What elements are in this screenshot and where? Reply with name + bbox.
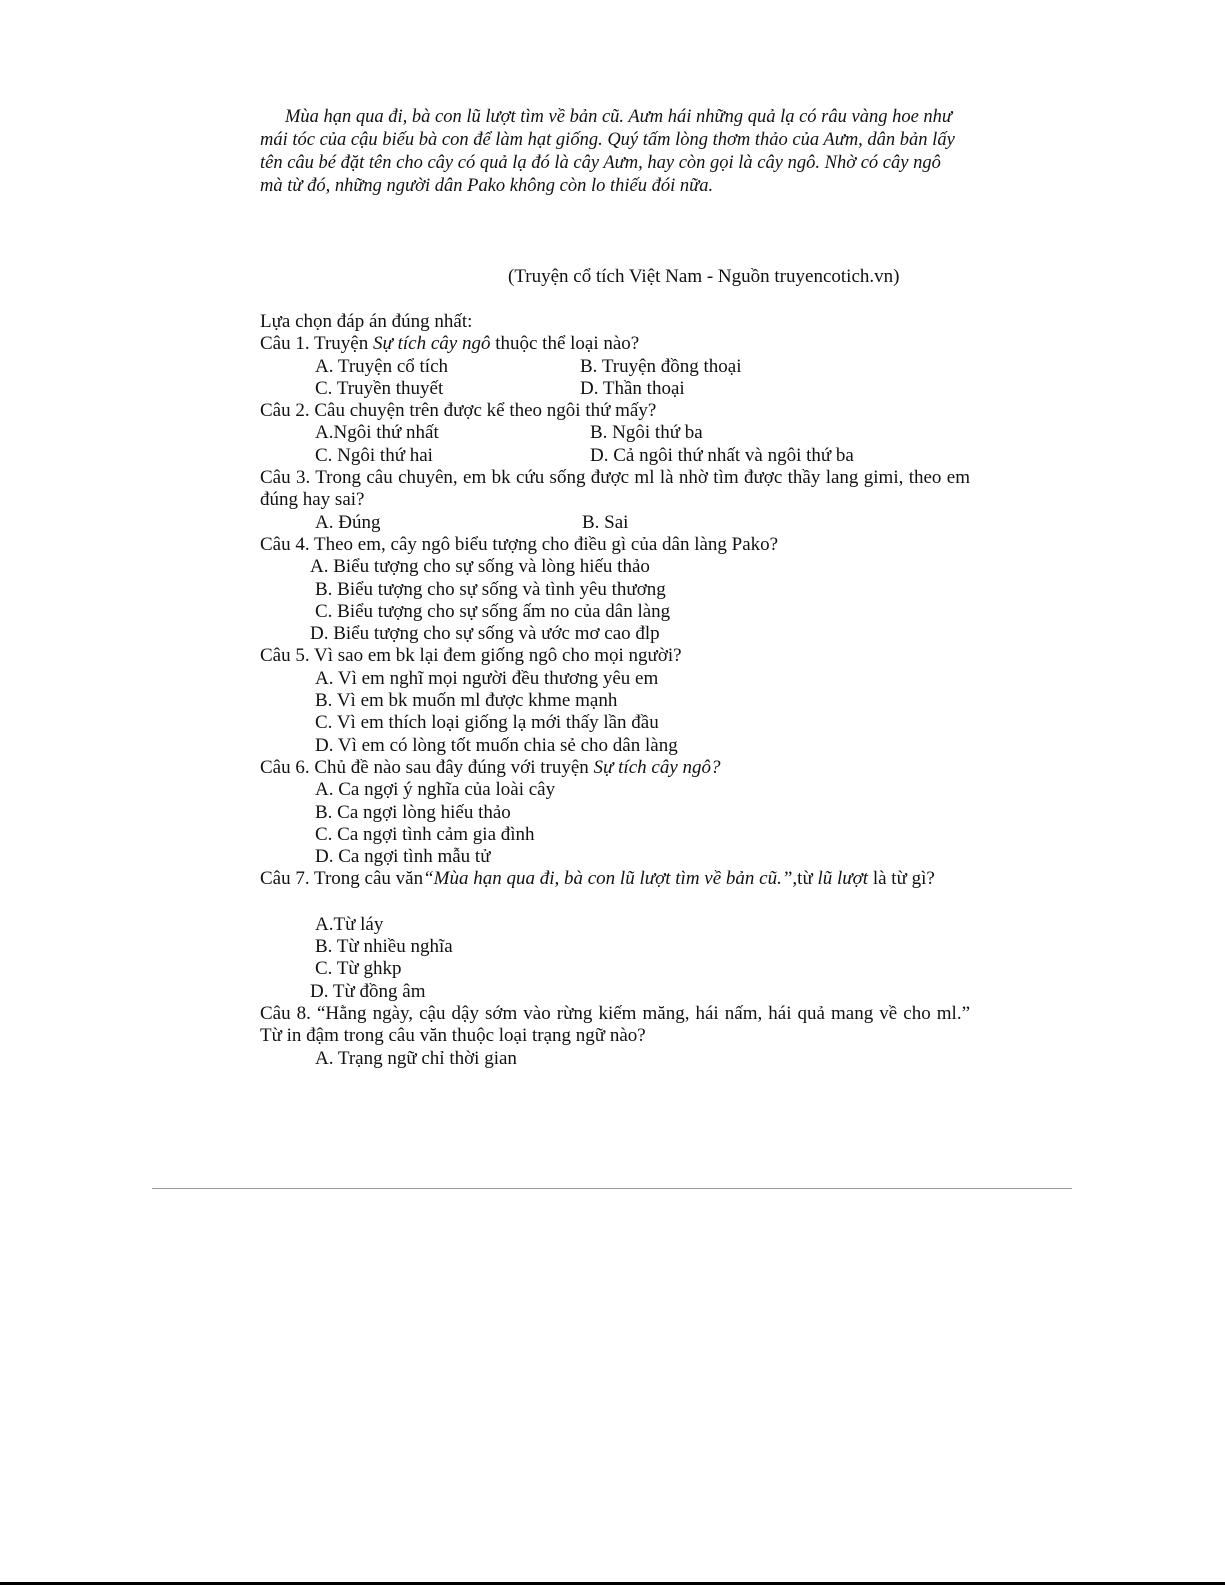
question-3-option-a: A. Đúng	[315, 511, 381, 533]
question-1	[260, 333, 970, 355]
instruction: Lựa chọn đáp án đúng nhất:	[260, 311, 473, 332]
question-1-options-row-1	[260, 356, 970, 378]
blank-line	[260, 891, 970, 914]
question-4: Câu 4. Theo em, cây ngô biểu tượng cho điều gì của dân làng Pako?	[260, 533, 779, 555]
question-7-quote: “Mùa hạn qua đi, bà con lũ lượt tìm về bản cũ.”,	[423, 868, 798, 890]
quiz-section	[260, 311, 970, 1070]
question-1-prefix: Câu 1. Truyện	[260, 333, 373, 355]
question-2-option-a: A.Ngôi thứ nhất	[315, 422, 439, 444]
question-6-option-a: A. Ca ngợi ý nghĩa của loài cây	[315, 779, 556, 801]
question-6	[260, 757, 970, 779]
question-4-option-b: B. Biểu tượng cho sự sống và tình yêu thương	[315, 578, 666, 600]
question-4-option-d: D. Biểu tượng cho sự sống và ước mơ cao đlp	[310, 623, 660, 645]
question-5-option-a: A. Vì em nghĩ mọi người đều thương yêu em	[315, 667, 659, 689]
question-8: Câu 8. “Hằng ngày, cậu dậy sớm vào rừng kiếm măng, hái nấm, hái quả mang về cho ml.” Từ in đậm trong câu văn thuộc loại trạng ngữ nào?	[260, 1002, 970, 1047]
question-5-option-c: C. Vì em thích loại giống lạ mới thấy lần đầu	[315, 712, 659, 734]
question-7-option-b: B. Từ nhiều nghĩa	[315, 936, 453, 958]
question-2-option-d: D. Cả ngôi thứ nhất và ngôi thứ ba	[590, 444, 854, 466]
question-7-prefix: Câu 7. Trong câu văn	[260, 868, 424, 890]
question-6-option-c: C. Ca ngợi tình cảm gia đình	[315, 823, 535, 845]
question-6-title: Sự tích cây ngô?	[593, 756, 721, 778]
question-7-option-c: C. Từ ghkp	[315, 958, 402, 980]
question-2: Câu 2. Câu chuyện trên được kể theo ngôi thứ mấy?	[260, 400, 657, 422]
question-6-option-b: B. Ca ngợi lòng hiếu thảo	[315, 801, 511, 823]
page-divider	[152, 1188, 1072, 1189]
question-2-option-c: C. Ngôi thứ hai	[315, 444, 433, 466]
question-5-option-b: B. Vì em bk muốn ml được khme mạnh	[315, 690, 618, 712]
question-1-suffix: thuộc thể loại nào?	[490, 333, 640, 355]
question-1-option-d: D. Thần thoại	[580, 377, 685, 399]
question-6-option-d: D. Ca ngợi tình mẫu tử	[315, 846, 491, 868]
question-4-option-c: C. Biểu tượng cho sự sống ấm no của dân làng	[315, 600, 671, 622]
question-7-term: lũ lượt	[817, 868, 869, 890]
question-3: Câu 3. Trong câu chuyên, em bk cứu sống được ml là nhờ tìm được thầy lang gimi, theo em đúng hay sai?	[260, 467, 970, 511]
question-5: Câu 5. Vì sao em bk lại đem giống ngô cho mọi người?	[260, 645, 682, 667]
question-2-options-row-2	[260, 445, 970, 467]
source-citation: (Truyện cổ tích Việt Nam - Nguồn truyencotich.vn)	[508, 266, 900, 287]
question-2-options-row-1	[260, 422, 970, 444]
question-1-option-a: A. Truyện cổ tích	[315, 355, 448, 377]
question-1-options-row-2	[260, 378, 970, 400]
question-7-option-a: A.Từ láy	[315, 913, 384, 935]
question-1-option-c: C. Truyền thuyết	[315, 377, 444, 399]
story-passage	[260, 106, 960, 198]
question-7-suffix: là từ gì?	[868, 868, 935, 890]
question-4-option-a: A. Biểu tượng cho sự sống và lòng hiếu thảo	[310, 556, 650, 578]
question-6-prefix: Câu 6. Chủ đề nào sau đây đúng với truyện	[260, 756, 594, 778]
question-7-option-d: D. Từ đồng âm	[310, 980, 426, 1002]
question-1-title: Sự tích cây ngô	[372, 333, 491, 355]
passage-paragraph: Mùa hạn qua đi, bà con lũ lượt tìm về bản cũ. Aưm hái những quả lạ có râu vàng hoe như mái tóc của cậu biếu bà con để làm hạt giống. Quý tấm lòng thơm thảo của Aưm, dân bản lấy tên câu bé đặt tên cho cây có quả lạ đó là cây Aưm, hay còn gọi là cây ngô. Nhờ có cây ngô mà từ đó, những người dân Pako không còn lo thiếu đói nữa.	[260, 107, 955, 196]
question-7	[260, 868, 970, 890]
question-5-option-d: D. Vì em có lòng tốt muốn chia sẻ cho dân làng	[315, 734, 678, 756]
question-3-option-b: B. Sai	[582, 511, 629, 533]
question-2-option-b: B. Ngôi thứ ba	[590, 422, 703, 444]
question-7-mid: từ	[797, 868, 818, 890]
question-1-option-b: B. Truyện đồng thoại	[580, 355, 742, 377]
question-3-options-row	[260, 512, 970, 534]
question-8-option-a: A. Trạng ngữ chỉ thời gian	[315, 1047, 517, 1069]
